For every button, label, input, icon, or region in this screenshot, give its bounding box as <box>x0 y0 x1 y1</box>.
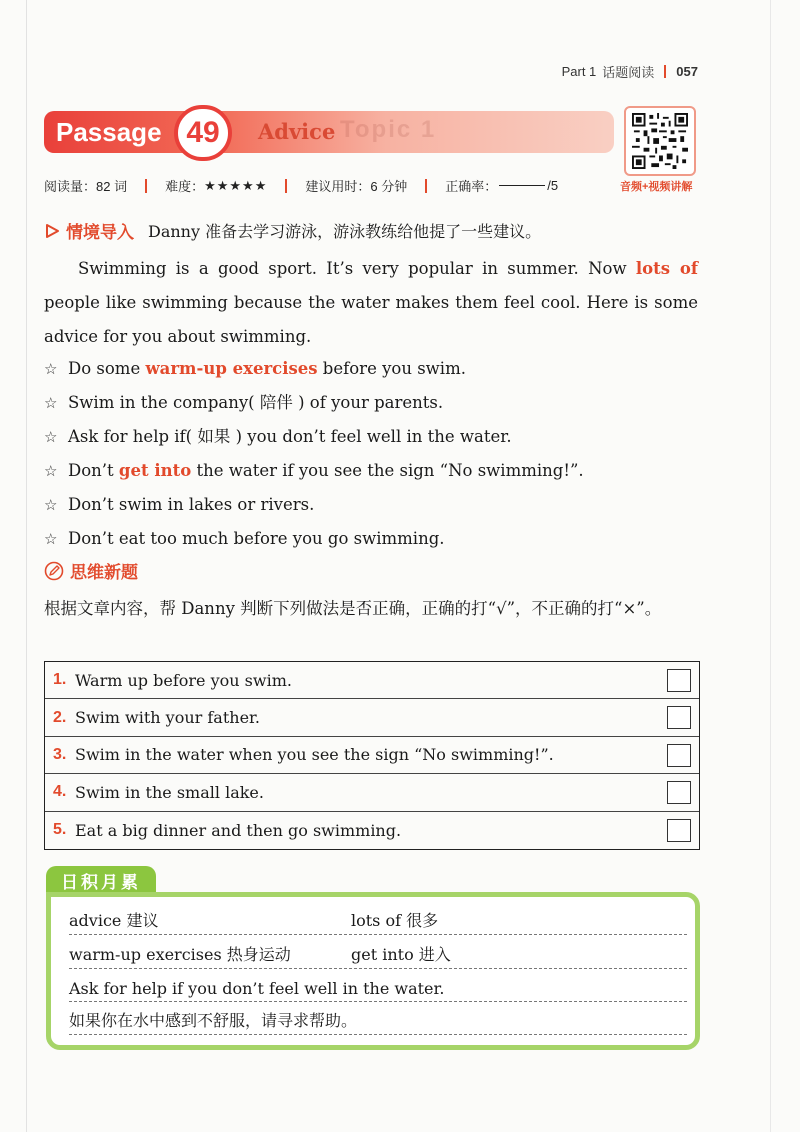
vocab-box <box>46 892 700 1050</box>
question-number: 3. <box>53 745 67 763</box>
intro-heading <box>44 218 134 243</box>
list-item <box>44 454 704 488</box>
vocab-sentence: Ask for help if you don’t feel well in the water. <box>69 979 445 998</box>
highlight-phrase: get into <box>118 461 192 480</box>
vocab-line <box>69 1003 687 1035</box>
star-icon: ☆ <box>44 462 58 480</box>
question-number: 4. <box>53 783 67 801</box>
tip-text: the water if you see the sign “No swimming!”. <box>191 461 584 480</box>
answer-checkbox[interactable] <box>667 706 691 729</box>
qr-label: 音频+视频讲解 <box>620 181 693 193</box>
suggested-time: 建议用时：6 分钟 <box>305 179 408 194</box>
vocab-line <box>69 970 687 1002</box>
star-icon: ☆ <box>44 530 58 548</box>
question-text: Swim in the water when you see the sign “No swimming!”. <box>75 745 554 765</box>
passage-title: Advice <box>258 119 336 144</box>
header-section: 话题阅读 <box>602 65 655 80</box>
vocab-tab: 日积月累 <box>46 866 156 894</box>
star-icon: ☆ <box>44 360 58 378</box>
advice-list <box>44 352 704 556</box>
answer-checkbox[interactable] <box>667 669 691 692</box>
list-item <box>44 386 704 420</box>
question-number: 5. <box>53 821 67 839</box>
question-text: Eat a big dinner and then go swimming. <box>75 820 402 840</box>
question-number: 2. <box>53 708 67 726</box>
accuracy-blank[interactable] <box>499 185 545 186</box>
question-text: Swim with your father. <box>75 708 261 728</box>
intro-text: Danny 准备去学习游泳，游泳教练给他提了一些建议。 <box>148 222 542 241</box>
star-icon: ☆ <box>44 496 58 514</box>
qr-code-graphic <box>631 113 689 169</box>
meta-divider <box>425 179 427 193</box>
vocab-line <box>69 937 687 969</box>
accuracy-total: /5 <box>547 178 559 193</box>
think-label: 思维新题 <box>70 563 138 582</box>
highlight-phrase: lots of <box>635 259 698 278</box>
passage-paragraph <box>44 252 698 354</box>
vocab-translation: 如果你在水中感到不舒服，请寻求帮助。 <box>69 1011 358 1030</box>
passage-number: 49 <box>174 105 232 161</box>
answer-checkbox[interactable] <box>667 819 691 842</box>
meta-bar <box>44 176 558 195</box>
vocab-entry: advice 建议 <box>69 911 159 930</box>
header-divider <box>664 65 666 78</box>
instruction-text: 根据文章内容，帮 Danny 判断下列做法是否正确，正确的打“√”，不正确的打“×”。 <box>44 599 662 618</box>
passage-text: Swimming is a good sport. It’s very popular in summer. Now <box>78 259 636 278</box>
meta-divider <box>285 179 287 193</box>
star-icon: ☆ <box>44 428 58 446</box>
tip-text: Do some <box>68 359 146 378</box>
accuracy-label: 正确率： <box>445 179 498 194</box>
table-row <box>45 699 699 736</box>
think-heading <box>44 558 138 583</box>
list-item <box>44 352 704 386</box>
question-text: Swim in the small lake. <box>75 782 264 802</box>
list-item <box>44 522 704 556</box>
pencil-circle-icon <box>44 561 64 581</box>
table-row <box>45 812 699 849</box>
star-icon: ☆ <box>44 394 58 412</box>
play-triangle-icon <box>44 223 60 239</box>
passage-label: Passage <box>56 117 162 147</box>
vocab-line <box>69 903 687 935</box>
highlight-phrase: warm-up exercises <box>145 359 318 378</box>
page-fold-line <box>26 0 27 1132</box>
tip-text: before you swim. <box>317 359 466 378</box>
tip-text: Don’t swim in lakes or rivers. <box>68 495 315 514</box>
difficulty-label: 难度： <box>165 179 205 194</box>
page-header <box>562 62 698 81</box>
tip-text: Ask for help if( 如果 ) you don’t feel well in the water. <box>68 427 512 446</box>
qr-code-icon[interactable] <box>624 106 696 176</box>
header-part: Part 1 <box>561 64 597 79</box>
meta-divider <box>145 179 147 193</box>
tip-text: Swim in the company( 陪伴 ) of your parents. <box>68 393 444 412</box>
question-number: 1. <box>53 671 67 689</box>
question-text: Warm up before you swim. <box>75 670 292 690</box>
answer-checkbox[interactable] <box>667 744 691 767</box>
table-row <box>45 737 699 774</box>
banner-watermark: Topic 1 <box>340 116 437 143</box>
intro-section <box>44 218 541 243</box>
vocab-entry: warm-up exercises 热身运动 <box>69 945 291 964</box>
word-count: 阅读量：82 词 <box>44 179 128 194</box>
vocab-entry: get into 进入 <box>351 945 451 964</box>
list-item <box>44 420 704 454</box>
page-edge-line <box>770 0 771 1132</box>
table-row <box>45 662 699 699</box>
question-table <box>44 661 700 850</box>
list-item <box>44 488 704 522</box>
vocab-entry: lots of 很多 <box>351 911 439 930</box>
table-row <box>45 774 699 811</box>
tip-text: Don’t <box>68 461 119 480</box>
page-number: 057 <box>676 64 698 79</box>
intro-label: 情境导入 <box>66 223 134 242</box>
tip-text: Don’t eat too much before you go swimming. <box>68 529 445 548</box>
difficulty-stars-icon: ★★★★★ <box>204 177 268 193</box>
answer-checkbox[interactable] <box>667 781 691 804</box>
passage-text: people like swimming because the water makes them feel cool. Here is some advice for you about swimming. <box>44 293 698 346</box>
